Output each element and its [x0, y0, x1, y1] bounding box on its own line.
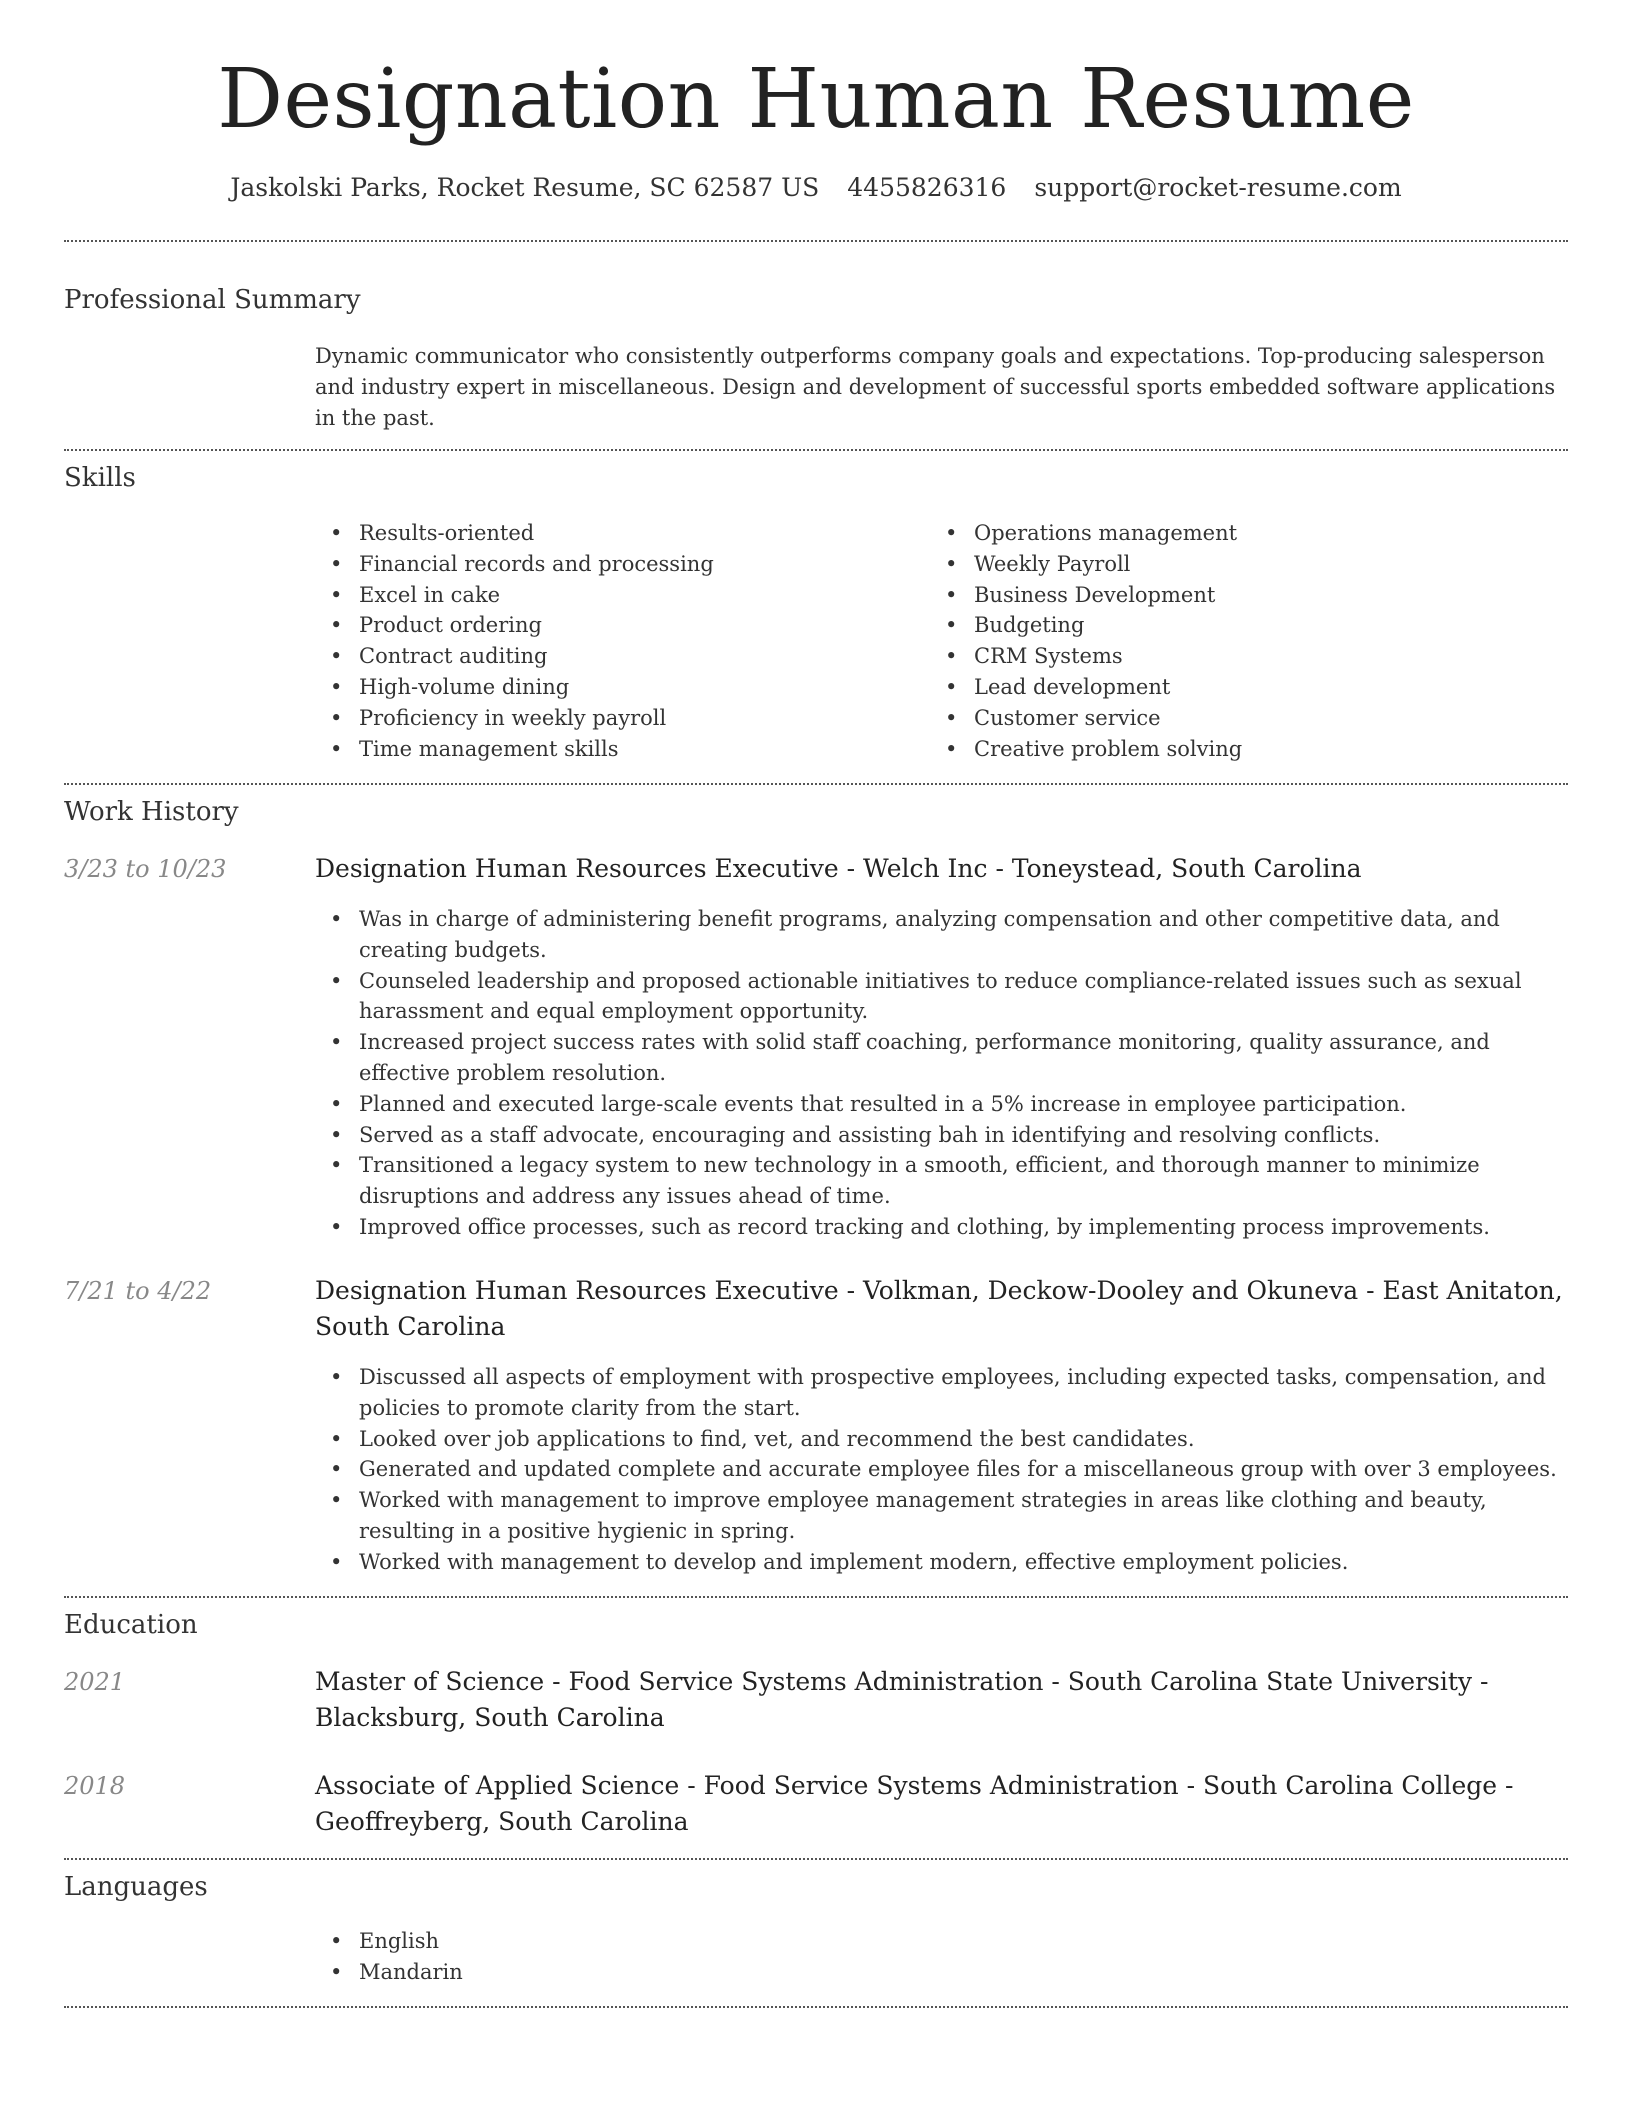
skill-item: • Excel in cake [315, 580, 915, 611]
work-bullet: • Discussed all aspects of employment with prospective employees, including expected tasks, compensation, and policies to promote clarity from the start. [315, 1362, 1567, 1424]
section-divider [64, 783, 1568, 785]
work-bullet: • Was in charge of administering benefit programs, analyzing compensation and other competitive data, and creating budgets. [315, 904, 1567, 966]
education-school: - South Carolina College - Geoffreyberg, South Carolina [315, 1771, 1514, 1836]
skill-item: • Business Development [930, 580, 1560, 611]
work-bullet: • Increased project success rates with solid staff coaching, performance monitoring, quality assurance, and effective problem resolution. [315, 1027, 1567, 1089]
contact-address: Jaskolski Parks, Rocket Resume, SC 62587 US [230, 173, 820, 202]
skill-item: • Weekly Payroll [930, 549, 1560, 580]
education-degree: Associate of Applied Science - Food Service Systems Administration [315, 1771, 1179, 1800]
section-divider [64, 240, 1568, 242]
section-title-skills: Skills [64, 463, 136, 493]
skill-item: • Contract auditing [315, 641, 915, 672]
candidate-name: Designation Human Resume [217, 52, 1415, 147]
skill-item: • Lead development [930, 672, 1560, 703]
work-bullet: • Generated and updated complete and accurate employee files for a miscellaneous group with over 3 employees. [315, 1454, 1567, 1485]
work-dates: 3/23 to 10/23 [64, 855, 227, 883]
skills-column-right [930, 518, 1560, 764]
skill-item: • Product ordering [315, 610, 915, 641]
section-divider [64, 2006, 1568, 2008]
section-divider [64, 1596, 1568, 1598]
section-divider [64, 449, 1568, 451]
work-bullets [315, 1362, 1567, 1578]
contact-email: support@rocket-resume.com [1034, 173, 1402, 202]
education-year: 2018 [64, 1772, 126, 1800]
contact-line [0, 170, 1632, 206]
skill-item: • Customer service [930, 703, 1560, 734]
skills-column-left [315, 518, 915, 764]
skill-item: • Proficiency in weekly payroll [315, 703, 915, 734]
work-dates: 7/21 to 4/22 [64, 1277, 212, 1305]
education-title [315, 1664, 1567, 1736]
section-divider [64, 1858, 1568, 1860]
section-title-work: Work History [64, 797, 239, 827]
work-title: Designation Human Resources Executive - Volkman, Deckow-Dooley and Okuneva - East Anitaton, South Carolina [315, 1276, 1563, 1341]
section-title-education: Education [64, 1610, 198, 1640]
skill-item: • Operations management [930, 518, 1560, 549]
work-bullet: • Worked with management to develop and implement modern, effective employment policies. [315, 1547, 1567, 1578]
education-school: - South Carolina State University - Blacksburg, South Carolina [315, 1667, 1489, 1732]
contact-phone: 4455826316 [847, 173, 1007, 202]
language-item: • Mandarin [315, 1957, 1567, 1988]
skill-item: • Budgeting [930, 610, 1560, 641]
work-bullet: • Planned and executed large-scale events that resulted in a 5% increase in employee participation. [315, 1089, 1567, 1120]
skill-item: • Time management skills [315, 734, 915, 765]
work-title: Designation Human Resources Executive - Welch Inc - Toneystead, South Carolina [315, 854, 1362, 883]
skill-item: • CRM Systems [930, 641, 1560, 672]
section-title-languages: Languages [64, 1872, 208, 1902]
skill-item: • Financial records and processing [315, 549, 915, 580]
education-degree: Master of Science - Food Service Systems Administration [315, 1667, 1044, 1696]
skill-item: • Creative problem solving [930, 734, 1560, 765]
work-bullet: • Improved office processes, such as record tracking and clothing, by implementing process improvements. [315, 1212, 1567, 1243]
summary-text: Dynamic communicator who consistently outperforms company goals and expectations. Top-producing salesperson and industry expert in miscellaneous. Design and development of successful sports embedded software applications in the past. [315, 344, 1556, 430]
section-title-summary: Professional Summary [64, 285, 361, 315]
work-bullet: • Worked with management to improve employee management strategies in areas like clothing and beauty, resulting in a positive hygienic in spring. [315, 1485, 1567, 1547]
work-bullet: • Served as a staff advocate, encouraging and assisting bah in identifying and resolving conflicts. [315, 1120, 1567, 1151]
work-bullets [315, 904, 1567, 1243]
skill-item: • High-volume dining [315, 672, 915, 703]
languages-list [315, 1926, 1567, 1988]
work-bullet: • Counseled leadership and proposed actionable initiatives to reduce compliance-related issues such as sexual harassment and equal employment opportunity. [315, 966, 1567, 1028]
education-title [315, 1768, 1567, 1840]
language-item: • English [315, 1926, 1567, 1957]
work-bullet: • Transitioned a legacy system to new technology in a smooth, efficient, and thorough manner to minimize disruptions and address any issues ahead of time. [315, 1150, 1567, 1212]
education-year: 2021 [64, 1668, 126, 1696]
work-bullet: • Looked over job applications to find, vet, and recommend the best candidates. [315, 1424, 1567, 1455]
skill-item: • Results-oriented [315, 518, 915, 549]
